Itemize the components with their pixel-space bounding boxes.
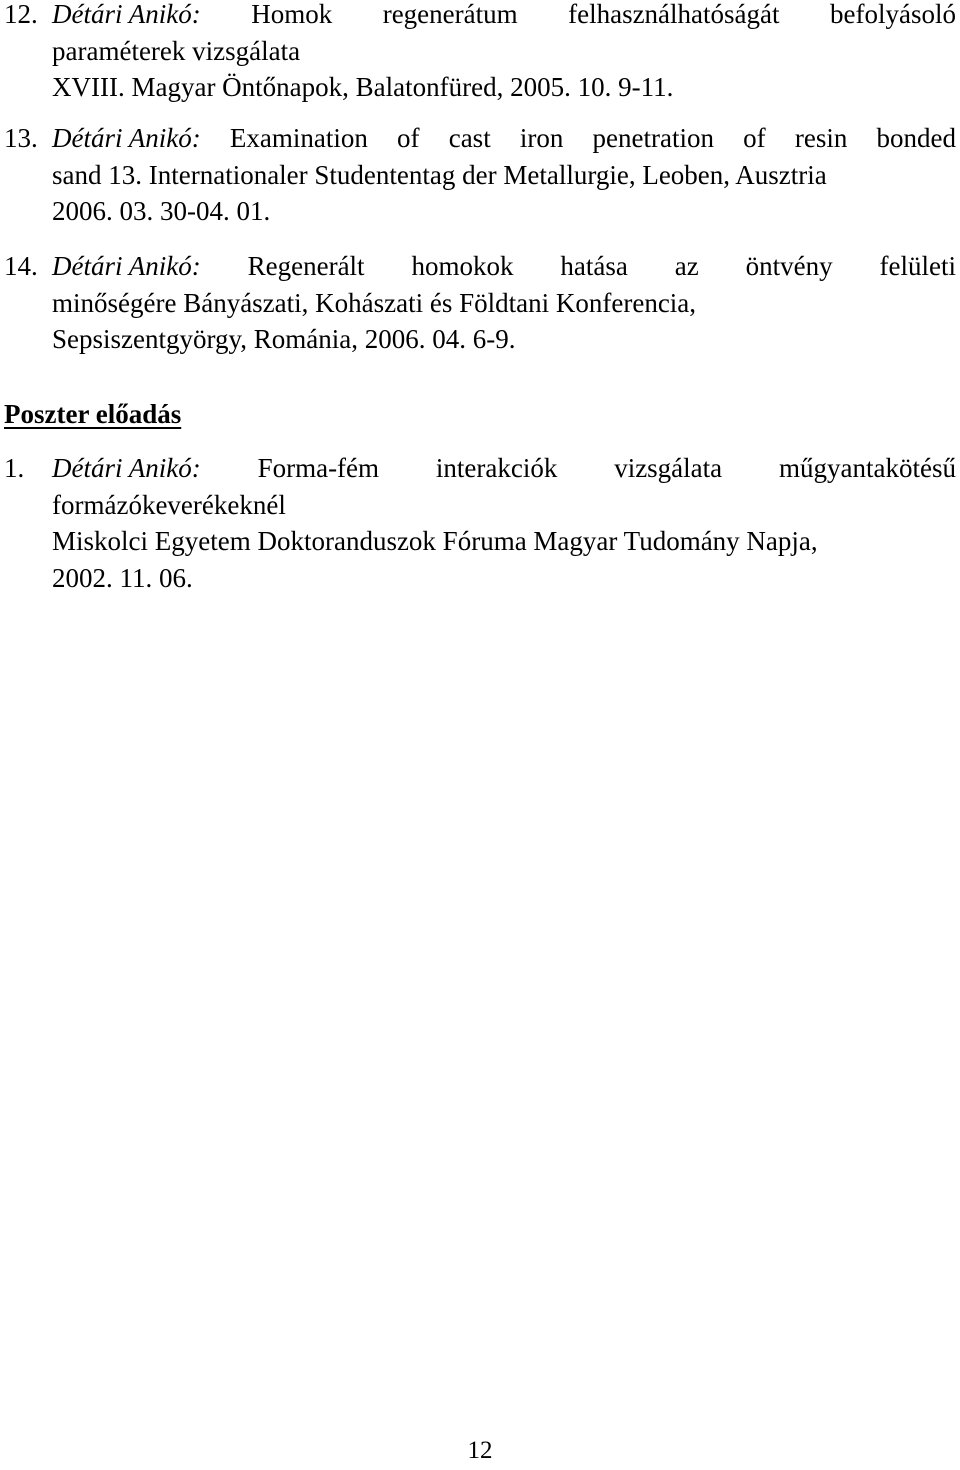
entry-number: 14. xyxy=(4,251,38,281)
entry-number: 1. xyxy=(4,453,25,483)
entry-title-word: Regenerált xyxy=(247,251,365,281)
entry-first-line xyxy=(4,450,956,487)
entry-title-word: resin xyxy=(794,123,848,153)
entry-title-word: of xyxy=(743,123,766,153)
entry-venue: Miskolci Egyetem Doktoranduszok Fóruma Magyar Tudomány Napja, xyxy=(52,526,818,556)
entry-author: Détári Anikó: xyxy=(52,453,201,483)
publication-entry-12 xyxy=(4,0,956,106)
entry-title-word: felületi xyxy=(879,251,956,281)
entry-title-word: vizsgálata xyxy=(614,453,723,483)
entry-title-word: Forma-fém xyxy=(257,453,380,483)
entry-author: Détári Anikó: xyxy=(52,0,201,29)
entry-title-word: Examination xyxy=(229,123,368,153)
entry-first-line xyxy=(4,120,956,157)
entry-author: Détári Anikó: xyxy=(52,123,201,153)
publication-entry-14 xyxy=(4,248,956,358)
publication-entry-13 xyxy=(4,120,956,230)
entry-venue: 2006. 03. 30-04. 01. xyxy=(52,196,271,226)
entry-title-word: hatása xyxy=(560,251,628,281)
poster-entry-1 xyxy=(4,450,956,596)
entry-title-word: bonded xyxy=(876,123,956,153)
entry-title-word: regenerátum xyxy=(382,0,518,29)
entry-title-word: cast xyxy=(448,123,491,153)
entry-title-word: interakciók xyxy=(435,453,558,483)
entry-title-word: Homok xyxy=(251,0,333,29)
entry-title-word: öntvény xyxy=(745,251,833,281)
entry-date: 2002. 11. 06. xyxy=(52,562,193,593)
entry-first-line xyxy=(4,248,956,285)
entry-title-word: penetration xyxy=(592,123,714,153)
entry-title-word: felhasználhatóságát xyxy=(568,0,780,29)
section-heading-poster: Poszter előadás xyxy=(4,399,182,429)
entry-venue: Sepsiszentgyörgy, Románia, 2006. 04. 6-9. xyxy=(52,324,516,354)
entry-title-continued: minőségére Bányászati, Kohászati és Földtani Konferencia, xyxy=(52,287,697,318)
entry-number: 12. xyxy=(4,0,38,29)
entry-title-continued: sand 13. Internationaler Studententag der Metallurgie, Leoben, Ausztria xyxy=(52,159,827,190)
entry-title-continued: formázókeverékeknél xyxy=(52,489,286,520)
page-number: 12 xyxy=(467,1437,493,1464)
entry-title-word: befolyásoló xyxy=(830,0,956,29)
entry-title-word: az xyxy=(674,251,699,281)
entry-title-word: műgyantakötésű xyxy=(778,453,956,483)
entry-title-word: homokok xyxy=(411,251,514,281)
entry-title-word: of xyxy=(397,123,420,153)
entry-venue: XVIII. Magyar Öntőnapok, Balatonfüred, 2005. 10. 9-11. xyxy=(52,72,674,102)
entry-title-word: iron xyxy=(519,123,564,153)
entry-title-continued: paraméterek vizsgálata xyxy=(52,35,301,66)
entry-author: Détári Anikó: xyxy=(52,251,201,281)
entry-number: 13. xyxy=(4,123,38,153)
entry-first-line xyxy=(4,0,956,33)
